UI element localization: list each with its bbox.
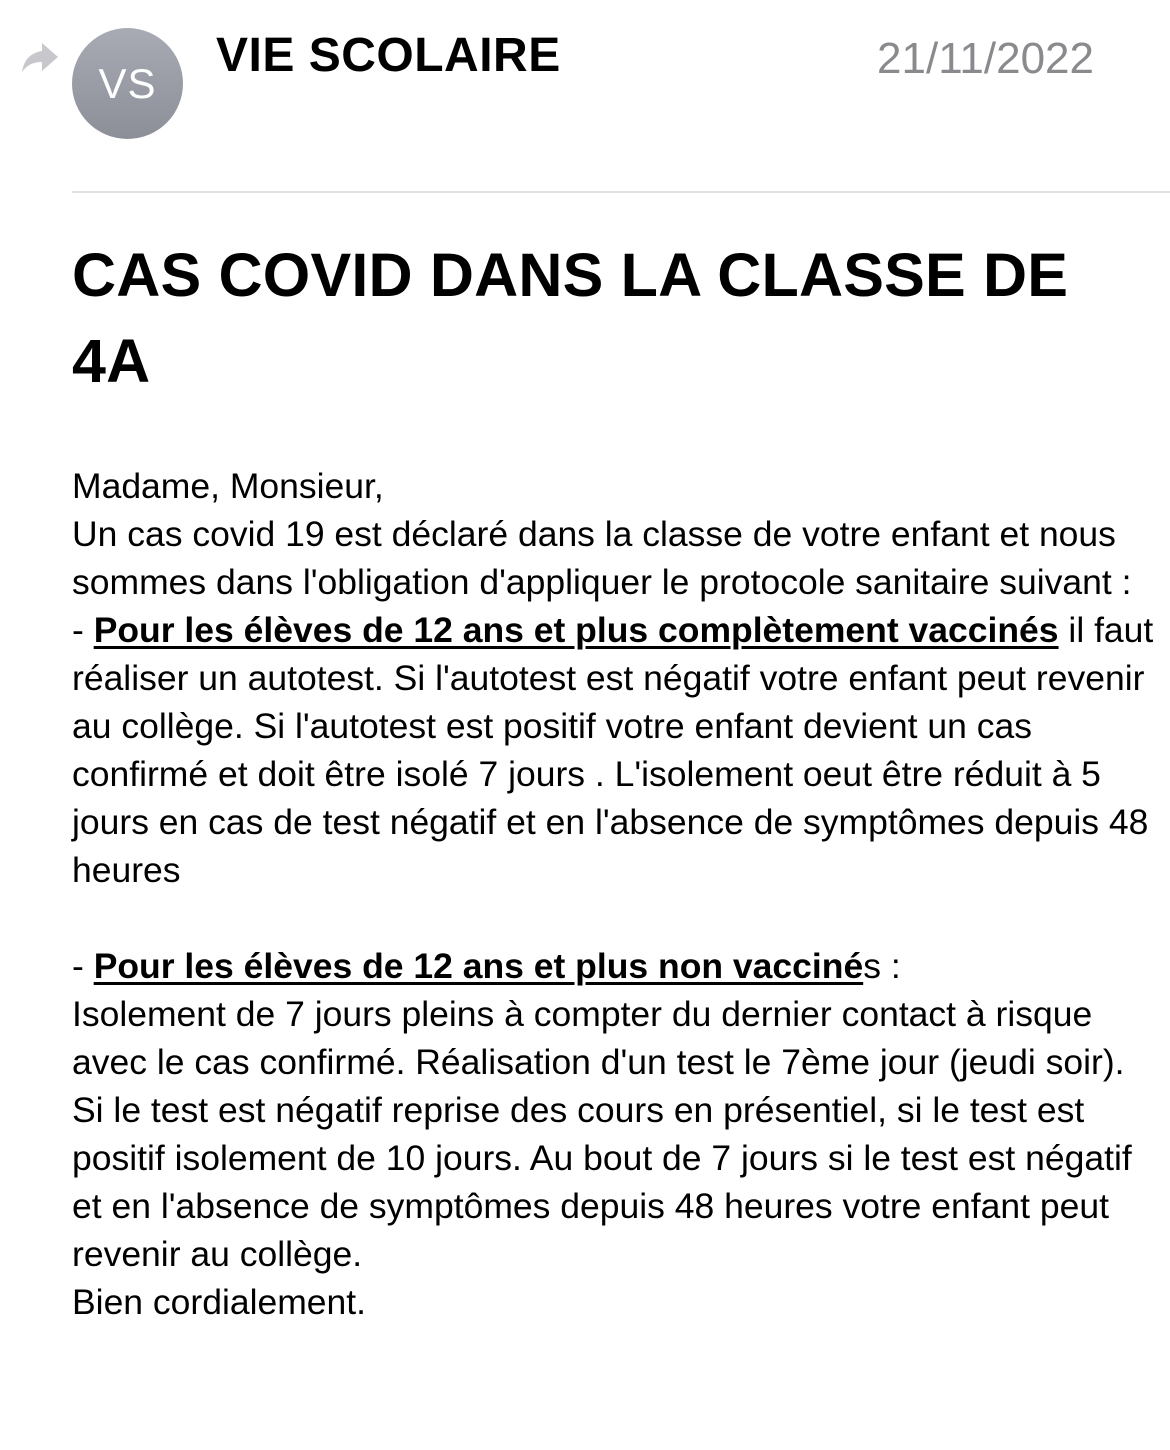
section-vaccinated-prefix: - (72, 610, 94, 650)
followup-paragraph: Si le test est négatif reprise des cours en présentiel, si le test est positif isolement de 10 jours. Au bout de 7 jours si le test est négatif et en l'absence de symptômes depuis 48 heures votre enfant peut revenir au collège. (72, 1090, 1132, 1274)
section-vaccinated (72, 606, 1162, 894)
section-unvaccinated-heading-line (72, 942, 1162, 990)
intro-paragraph: Un cas covid 19 est déclaré dans la classe de votre enfant et nous sommes dans l'obligation d'appliquer le protocole sanitaire suivant : (72, 514, 1132, 602)
avatar-initials: VS (98, 59, 157, 107)
closing: Bien cordialement. (72, 1282, 367, 1322)
paragraph-spacer (72, 894, 1162, 942)
greeting: Madame, Monsieur, (72, 466, 384, 506)
section-unvaccinated-suffix: s : (863, 946, 901, 986)
reply-arrow-icon (20, 40, 60, 74)
message-subject: CAS COVID DANS LA CLASSE DE 4A (72, 241, 1069, 395)
section-vaccinated-heading: Pour les élèves de 12 ans et plus complètement vaccinés (93, 610, 1059, 650)
sender-name[interactable]: VIE SCOLAIRE (216, 29, 561, 82)
section-unvaccinated-heading: Pour les élèves de 12 ans et plus non vacciné (93, 946, 864, 986)
header-divider (72, 191, 1170, 193)
section-unvaccinated-text: Isolement de 7 jours pleins à compter du dernier contact à risque avec le cas confirmé. Réalisation d'un test le 7ème jour (jeudi soir). (72, 994, 1125, 1082)
avatar[interactable] (72, 28, 183, 139)
message-date: 21/11/2022 (877, 34, 1094, 83)
section-vaccinated-text: il faut réaliser un autotest. Si l'autotest est négatif votre enfant peut revenir au collège. Si l'autotest est positif votre enfant devient un cas confirmé et doit être isolé 7 jours . L'isolement oeut être réduit à 5 jours en cas de test négatif et en l'absence de symptômes depuis 48 heures (72, 610, 1154, 890)
section-unvaccinated-prefix: - (72, 946, 94, 986)
message-body (72, 462, 1162, 1326)
